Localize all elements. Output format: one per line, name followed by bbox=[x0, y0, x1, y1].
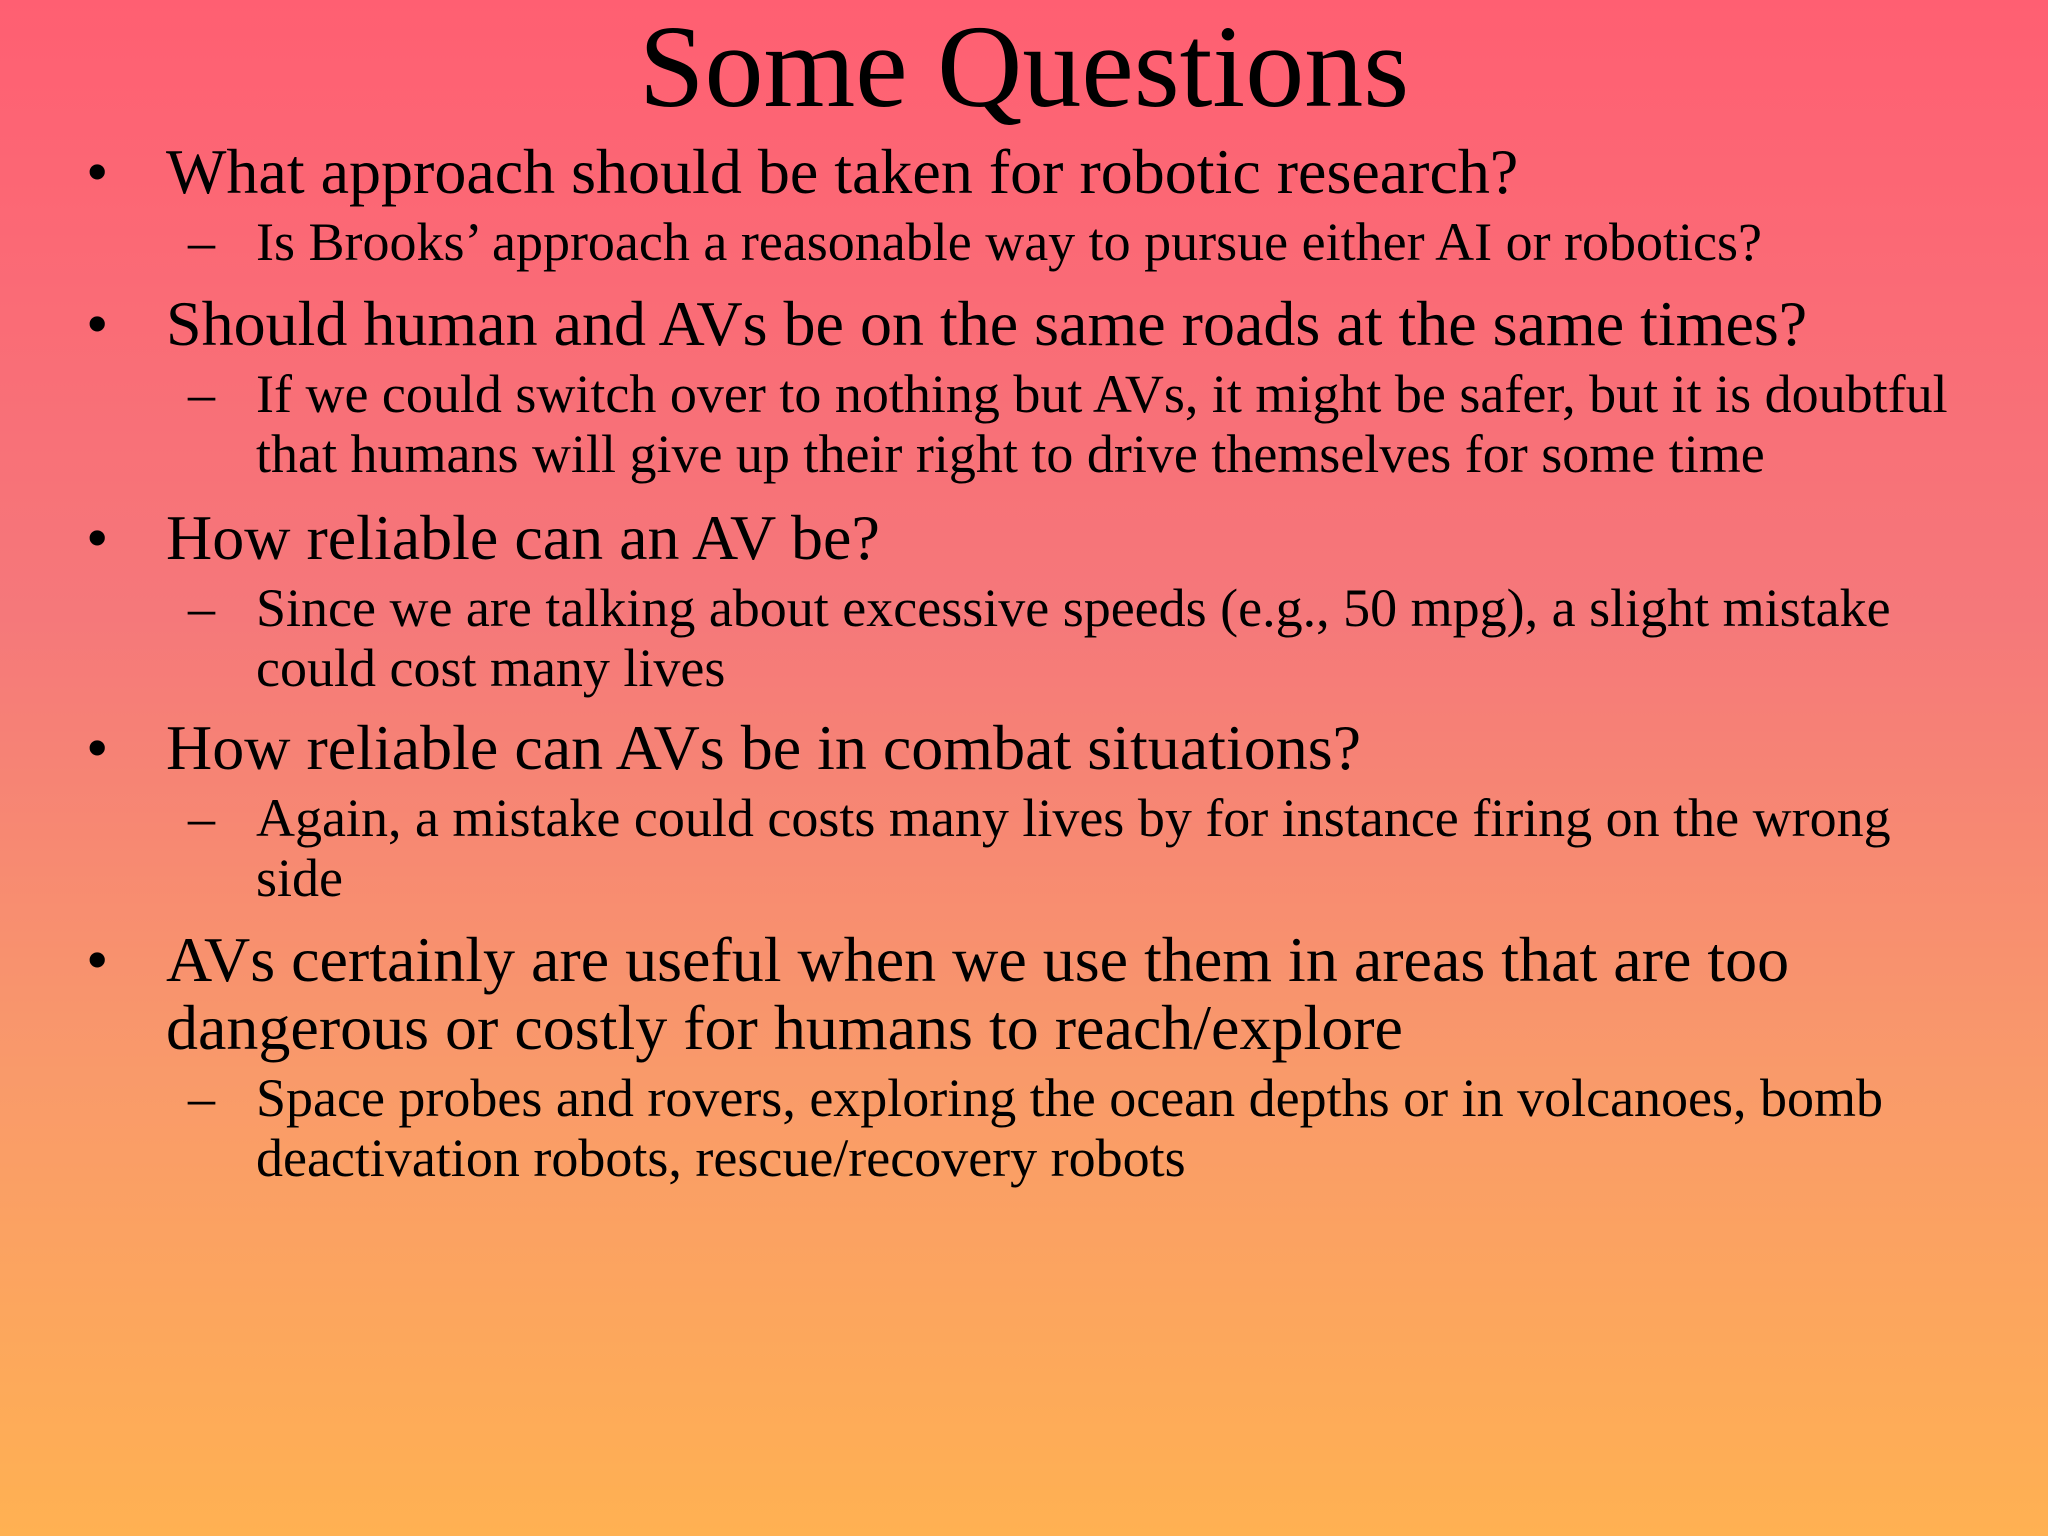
sub-bullet-item bbox=[0, 364, 1956, 484]
sub-bullet-item bbox=[0, 578, 1956, 698]
bullet-row bbox=[0, 714, 1966, 782]
bullet-text: Should human and AVs be on the same roads at the same times? bbox=[166, 288, 1808, 359]
sub-bullet-text: Is Brooks’ approach a reasonable way to pursue either AI or robotics? bbox=[256, 212, 1762, 272]
sub-bullet-text: If we could switch over to nothing but AVs, it might be safer, but it is doubtful that humans will give up their right to drive themselves for some time bbox=[256, 364, 1948, 484]
bullet-text: AVs certainly are useful when we use them in areas that are too dangerous or costly for humans to reach/explore bbox=[166, 924, 1790, 1063]
bullet-row bbox=[0, 290, 1966, 358]
bullet-icon: • bbox=[86, 924, 109, 995]
dash-icon: – bbox=[188, 788, 215, 848]
slide-title: Some Questions bbox=[638, 1, 1410, 132]
dash-icon: – bbox=[188, 578, 215, 638]
sub-bullet-list bbox=[0, 788, 2048, 908]
sub-bullet-list bbox=[0, 578, 2048, 698]
dash-icon: – bbox=[188, 1068, 215, 1128]
bullet-item bbox=[0, 138, 2048, 272]
sub-bullet-item bbox=[0, 788, 1956, 908]
sub-bullet-text: Again, a mistake could costs many lives by for instance firing on the wrong side bbox=[256, 788, 1891, 908]
bullet-item bbox=[0, 504, 2048, 698]
bullet-item bbox=[0, 926, 2048, 1188]
dash-icon: – bbox=[188, 364, 215, 424]
sub-bullet-item bbox=[0, 212, 1956, 272]
bullet-icon: • bbox=[86, 288, 109, 359]
bullet-row bbox=[0, 504, 1966, 572]
sub-bullet-item bbox=[0, 1068, 1956, 1188]
sub-bullet-text: Since we are talking about excessive speeds (e.g., 50 mpg), a slight mistake could cost many lives bbox=[256, 578, 1891, 698]
bullet-item bbox=[0, 714, 2048, 908]
bullet-text: How reliable can AVs be in combat situations? bbox=[166, 712, 1361, 783]
bullet-list bbox=[0, 138, 2048, 1188]
bullet-icon: • bbox=[86, 502, 109, 573]
bullet-icon: • bbox=[86, 712, 109, 783]
bullet-text: What approach should be taken for robotic research? bbox=[166, 136, 1519, 207]
bullet-text: How reliable can an AV be? bbox=[166, 502, 880, 573]
dash-icon: – bbox=[188, 212, 215, 272]
sub-bullet-list bbox=[0, 364, 2048, 484]
bullet-item bbox=[0, 290, 2048, 484]
bullet-icon: • bbox=[86, 136, 109, 207]
sub-bullet-text: Space probes and rovers, exploring the ocean depths or in volcanoes, bomb deactivation robots, rescue/recovery robots bbox=[256, 1068, 1884, 1188]
sub-bullet-list bbox=[0, 212, 2048, 272]
bullet-row bbox=[0, 926, 1966, 1062]
bullet-row bbox=[0, 138, 1966, 206]
sub-bullet-list bbox=[0, 1068, 2048, 1188]
